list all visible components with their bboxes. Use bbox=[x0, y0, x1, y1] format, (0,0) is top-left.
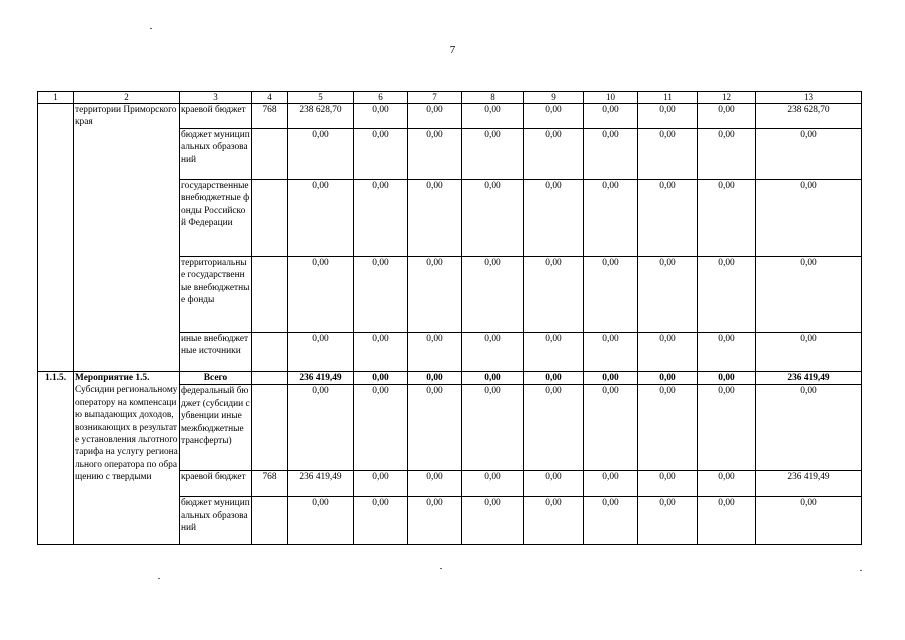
code-cell bbox=[252, 372, 288, 385]
table-row bbox=[38, 104, 862, 129]
value-cell: 0,00 bbox=[354, 129, 408, 180]
value-cell: 236 419,49 bbox=[756, 372, 862, 385]
scan-speck bbox=[860, 570, 862, 571]
value-cell: 0,00 bbox=[638, 180, 698, 257]
value-cell: 0,00 bbox=[408, 257, 462, 333]
code-cell bbox=[252, 129, 288, 180]
value-cell: 0,00 bbox=[638, 333, 698, 372]
value-cell: 0,00 bbox=[756, 333, 862, 372]
funding-source-cell: Всего bbox=[180, 372, 252, 385]
value-cell: 0,00 bbox=[524, 104, 584, 129]
value-cell: 0,00 bbox=[288, 385, 354, 471]
event-name-cell: территории Приморского края bbox=[74, 104, 180, 372]
value-cell: 0,00 bbox=[584, 104, 638, 129]
value-cell: 0,00 bbox=[584, 497, 638, 545]
value-cell: 0,00 bbox=[698, 129, 756, 180]
value-cell: 0,00 bbox=[288, 497, 354, 545]
value-cell: 0,00 bbox=[288, 333, 354, 372]
value-cell: 0,00 bbox=[638, 129, 698, 180]
value-cell: 0,00 bbox=[462, 372, 524, 385]
value-cell: 0,00 bbox=[462, 471, 524, 497]
value-cell: 0,00 bbox=[524, 385, 584, 471]
header-cell: 2 bbox=[74, 92, 180, 104]
table-body bbox=[38, 92, 862, 545]
funding-source-cell: краевой бюджет bbox=[180, 471, 252, 497]
value-cell: 0,00 bbox=[408, 385, 462, 471]
value-cell: 236 419,49 bbox=[288, 471, 354, 497]
header-cell: 9 bbox=[524, 92, 584, 104]
value-cell: 0,00 bbox=[756, 129, 862, 180]
funding-source-cell: краевой бюджет bbox=[180, 104, 252, 129]
value-cell: 0,00 bbox=[354, 104, 408, 129]
funding-source-cell: территориальные государственные внебюджетные фонды bbox=[180, 257, 252, 333]
value-cell: 0,00 bbox=[524, 257, 584, 333]
header-cell: 6 bbox=[354, 92, 408, 104]
value-cell: 0,00 bbox=[638, 471, 698, 497]
row-number-cell bbox=[38, 104, 74, 372]
value-cell: 0,00 bbox=[698, 333, 756, 372]
code-cell: 768 bbox=[252, 471, 288, 497]
value-cell: 0,00 bbox=[462, 333, 524, 372]
header-cell: 11 bbox=[638, 92, 698, 104]
value-cell: 0,00 bbox=[638, 372, 698, 385]
value-cell: 0,00 bbox=[408, 129, 462, 180]
header-cell: 12 bbox=[698, 92, 756, 104]
header-cell: 8 bbox=[462, 92, 524, 104]
value-cell: 0,00 bbox=[638, 497, 698, 545]
value-cell: 0,00 bbox=[354, 180, 408, 257]
value-cell: 0,00 bbox=[584, 471, 638, 497]
value-cell: 0,00 bbox=[584, 180, 638, 257]
code-cell: 768 bbox=[252, 104, 288, 129]
value-cell: 0,00 bbox=[584, 385, 638, 471]
value-cell: 0,00 bbox=[288, 180, 354, 257]
value-cell: 0,00 bbox=[462, 180, 524, 257]
scan-speck bbox=[150, 28, 152, 29]
value-cell: 0,00 bbox=[698, 385, 756, 471]
value-cell: 0,00 bbox=[354, 257, 408, 333]
value-cell: 0,00 bbox=[756, 180, 862, 257]
header-cell: 4 bbox=[252, 92, 288, 104]
value-cell: 0,00 bbox=[638, 385, 698, 471]
code-cell bbox=[252, 333, 288, 372]
header-cell: 3 bbox=[180, 92, 252, 104]
value-cell: 0,00 bbox=[408, 104, 462, 129]
value-cell: 0,00 bbox=[698, 471, 756, 497]
value-cell: 0,00 bbox=[698, 257, 756, 333]
value-cell: 0,00 bbox=[584, 372, 638, 385]
value-cell: 0,00 bbox=[756, 257, 862, 333]
table-row bbox=[38, 372, 862, 385]
code-cell bbox=[252, 180, 288, 257]
value-cell: 0,00 bbox=[408, 333, 462, 372]
value-cell: 0,00 bbox=[524, 333, 584, 372]
scan-speck bbox=[158, 578, 160, 579]
header-cell: 1 bbox=[38, 92, 74, 104]
header-cell: 10 bbox=[584, 92, 638, 104]
value-cell: 0,00 bbox=[524, 471, 584, 497]
event-name-cell bbox=[74, 372, 180, 545]
value-cell: 0,00 bbox=[638, 257, 698, 333]
value-cell: 0,00 bbox=[462, 129, 524, 180]
value-cell: 236 419,49 bbox=[756, 471, 862, 497]
value-cell: 0,00 bbox=[408, 180, 462, 257]
header-cell: 5 bbox=[288, 92, 354, 104]
value-cell: 0,00 bbox=[462, 385, 524, 471]
value-cell: 0,00 bbox=[354, 471, 408, 497]
value-cell: 0,00 bbox=[756, 497, 862, 545]
page-number: 7 bbox=[449, 44, 456, 56]
value-cell: 0,00 bbox=[584, 257, 638, 333]
header-cell: 7 bbox=[408, 92, 462, 104]
value-cell: 0,00 bbox=[638, 104, 698, 129]
row-number-cell: 1.1.5. bbox=[38, 372, 74, 545]
value-cell: 0,00 bbox=[698, 372, 756, 385]
value-cell: 0,00 bbox=[584, 129, 638, 180]
value-cell: 0,00 bbox=[354, 497, 408, 545]
funding-source-cell: бюджет муниципальных образований bbox=[180, 129, 252, 180]
value-cell: 0,00 bbox=[584, 333, 638, 372]
funding-source-cell: федеральный бюджет (субсидии субвенции иные межбюджетные трансферты) bbox=[180, 385, 252, 471]
value-cell: 0,00 bbox=[408, 497, 462, 545]
value-cell: 0,00 bbox=[524, 497, 584, 545]
scan-speck bbox=[440, 568, 442, 569]
value-cell: 0,00 bbox=[354, 372, 408, 385]
value-cell: 0,00 bbox=[698, 180, 756, 257]
code-cell bbox=[252, 497, 288, 545]
value-cell: 0,00 bbox=[408, 471, 462, 497]
code-cell bbox=[252, 257, 288, 333]
column-number-row bbox=[38, 92, 862, 104]
value-cell: 238 628,70 bbox=[756, 104, 862, 129]
value-cell: 0,00 bbox=[354, 385, 408, 471]
value-cell: 0,00 bbox=[524, 180, 584, 257]
value-cell: 238 628,70 bbox=[288, 104, 354, 129]
value-cell: 0,00 bbox=[524, 129, 584, 180]
event-title: Мероприятие 1.5. bbox=[75, 373, 150, 383]
value-cell: 0,00 bbox=[756, 385, 862, 471]
code-cell bbox=[252, 385, 288, 471]
value-cell: 0,00 bbox=[462, 257, 524, 333]
value-cell: 0,00 bbox=[462, 497, 524, 545]
funding-source-cell: иные внебюджетные источники bbox=[180, 333, 252, 372]
value-cell: 0,00 bbox=[462, 104, 524, 129]
value-cell: 0,00 bbox=[524, 372, 584, 385]
funding-source-cell: государственные внебюджетные фонды Российской Федерации bbox=[180, 180, 252, 257]
value-cell: 0,00 bbox=[408, 372, 462, 385]
header-cell: 13 bbox=[756, 92, 862, 104]
value-cell: 0,00 bbox=[354, 333, 408, 372]
budget-table bbox=[37, 91, 862, 545]
event-description: Субсидии региональному оператору на компенсацию выпадающих доходов, возникающих в результате установления льготного тарифа на услугу регионального оператора по обращению с твердыми bbox=[75, 385, 178, 483]
value-cell: 0,00 bbox=[698, 497, 756, 545]
value-cell: 0,00 bbox=[288, 257, 354, 333]
value-cell: 236 419,49 bbox=[288, 372, 354, 385]
value-cell: 0,00 bbox=[288, 129, 354, 180]
funding-source-cell: бюджет муниципальных образований bbox=[180, 497, 252, 545]
value-cell: 0,00 bbox=[698, 104, 756, 129]
